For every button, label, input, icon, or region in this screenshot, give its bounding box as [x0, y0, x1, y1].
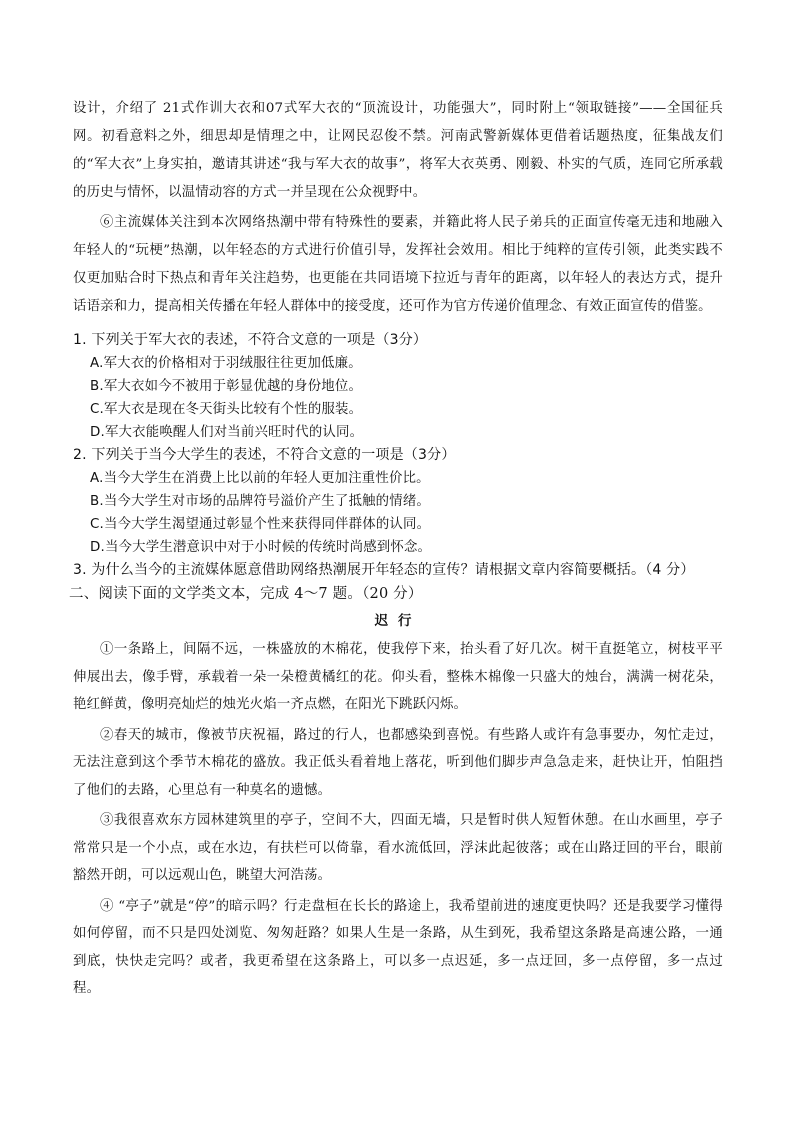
article-paragraph-6: ⑥主流媒体关注到本次网络热潮中带有特殊性的要素，并籍此将人民子弟兵的正面宣传毫无违和地融入年轻人的“玩梗”热潮，以年轻态的方式进行价值引导，发挥社会效用。相比于纯粹的宣传引领，此类实践不仅更加贴合时下热点和青年关注趋势，也更能在共同语境下拉近与青年的距离，以年轻人的表达方式，提升话语亲和力，提高相关传播在年轻人群体中的接受度，还可作为官方传递价值理念、有效正面宣传的借鉴。 [73, 215, 723, 314]
question-1 [73, 329, 723, 444]
question-1-stem: 1. 下列关于军大衣的表述，不符合文意的一项是（3分） [73, 332, 428, 348]
story-paragraph-3: ③我很喜欢东方园林建筑里的亭子，空间不大，四面无墙，只是暂时供人短暂休憩。在山水画里，亭子常常只是一个小点，或在水边，有扶栏可以倚靠，看水流低回，浮沫此起彼落；或在山路迂回的平台，眼前豁然开朗，可以远观山色，眺望大河浩荡。 [73, 813, 723, 883]
question-2-option-c: C.当今大学生渴望通过彰显个性来获得同伴群体的认同。 [90, 517, 431, 532]
question-2 [73, 444, 723, 559]
story-paragraph-4: ④ “亭子”就是“停”的暗示吗？行走盘桓在长长的路途上，我希望前进的速度更快吗？还是我要学习懂得如何停留，而不只是四处浏览、匆匆赶路？如果人生是一条路，从生到死，我希望这条路是高速公路，一通到底，快快走完吗？或者，我更希望在这条路上，可以多一点迟延，多一点迂回，多一点停留，多一点过程。 [73, 898, 723, 996]
question-2-stem: 2. 下列关于当今大学生的表述，不符合文意的一项是（3分） [73, 447, 456, 463]
question-3-stem: 3. 为什么当今的主流媒体愿意借助网络热潮展开年轻态的宣传？请根据文章内容简要概括。（4 分） [73, 562, 695, 578]
story-paragraph-1: ①一条路上，间隔不远，一株盛放的木棉花，使我停下来，抬头看了好几次。树干直挺笔立，树枝平平伸展出去，像手臂，承载着一朵一朵橙黄橘红的花。仰头看，整株木棉像一只盛大的烛台，满满一树花朵，艳红鲜黄，像明亮灿烂的烛光火焰一齐点燃，在阳光下跳跃闪烁。 [73, 642, 723, 712]
story-title: 迟行 [374, 613, 422, 629]
question-1-option-a: A.军大衣的价格相对于羽绒服往往更加低廉。 [90, 356, 362, 371]
story-body [73, 636, 723, 1003]
page-content [69, 95, 723, 1003]
question-2-options [73, 467, 723, 559]
question-2-option-d: D.当今大学生潜意识中对于小时候的传统时尚感到怀念。 [90, 540, 432, 555]
question-3 [73, 559, 723, 582]
question-2-option-a: A.当今大学生在消费上比以前的年轻人更加注重性价比。 [90, 471, 430, 486]
question-1-option-b: B.军大衣如今不被用于彰显优越的身份地位。 [90, 379, 363, 394]
section-2-heading: 二、阅读下面的文学类文本，完成 4～7 题。（20 分） [69, 586, 423, 602]
article-paragraph-5-end: 设计，介绍了 21式作训大衣和07式军大衣的“顶流设计，功能强大”，同时附上“领取链接”——全国征兵网。初看意料之外，细思却是情理之中，让网民忍俊不禁。河南武警新媒体更借着话题热度，征集战友们的“军大衣”上身实拍，邀请其讲述“我与军大衣的故事”，将军大衣英勇、刚毅、朴实的气质，连同它所承载的历史与情怀，以温情动容的方式一并呈现在公众视野中。 [73, 101, 723, 200]
question-1-option-c: C.军大衣是现在冬天街头比较有个性的服装。 [90, 402, 363, 417]
story-paragraph-2: ②春天的城市，像被节庆祝福，路过的行人，也都感染到喜悦。有些路人或许有急事要办，匆忙走过，无法注意到这个季节木棉花的盛放。我正低头看着地上落花，听到他们脚步声急急走来，赶快让开，怕阻挡了他们的去路，心里总有一种莫名的遗憾。 [73, 727, 723, 798]
question-1-option-d: D.军大衣能唤醒人们对当前兴旺时代的认同。 [90, 425, 364, 440]
question-2-option-b: B.当今大学生对市场的品牌符号溢价产生了抵触的情绪。 [90, 494, 431, 509]
question-1-options [73, 352, 723, 444]
